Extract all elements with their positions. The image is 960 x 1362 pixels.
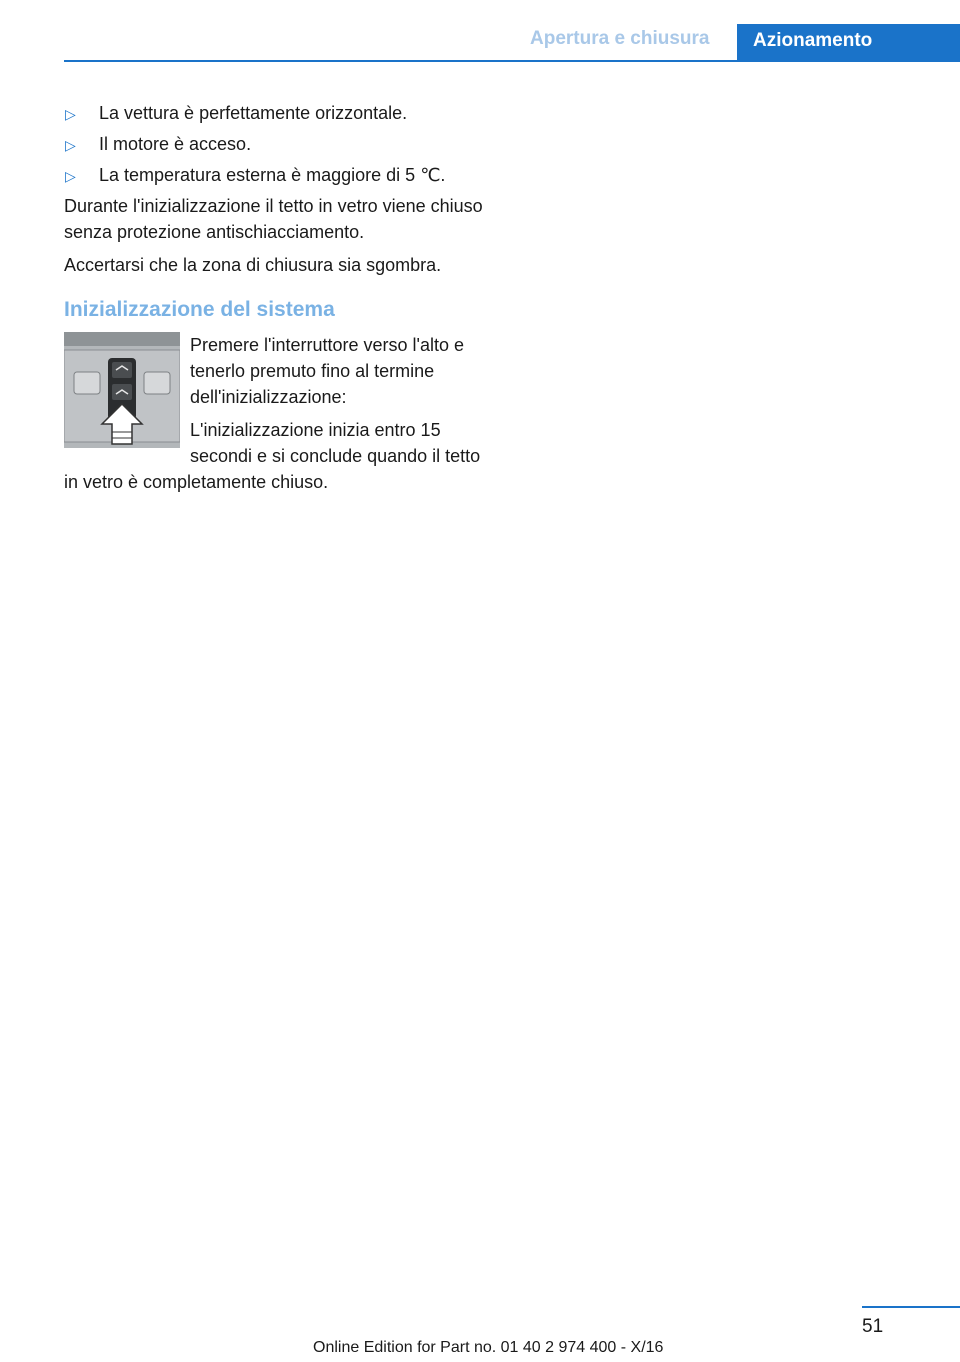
roof-switch-illustration [64, 332, 180, 448]
footer-rule [862, 1306, 960, 1308]
page-content [64, 100, 484, 502]
triangle-bullet-icon: ▷ [65, 137, 76, 153]
bullet-text: La vettura è perfettamente orizzontale. [99, 103, 408, 123]
section-heading: Inizializzazione del sistema [64, 298, 335, 321]
paragraph: Durante l'inizializzazione il tetto in vetro viene chiuso senza protezione antischiacciamento. [64, 196, 483, 242]
bullet-text: La temperatura esterna è maggiore di 5 ℃. [99, 165, 446, 185]
instruction-text: L'inizializzazione inizia entro 15 secondi e si conclude quando il tetto in vetro è completamente chiuso. [64, 420, 481, 492]
triangle-bullet-icon: ▷ [65, 168, 76, 184]
instruction-text: Premere l'interruttore verso l'alto e tenerlo premuto fino al termine dell'inizializzazione: [190, 335, 464, 407]
bullet-item [64, 100, 484, 126]
page-number: 51 [862, 1316, 884, 1337]
paragraph: Accertarsi che la zona di chiusura sia sgombra. [64, 255, 442, 275]
bullet-item [64, 131, 484, 157]
bullet-item [64, 162, 484, 188]
header-section-tab: Apertura e chiusura [530, 28, 710, 49]
header-rule [64, 60, 960, 62]
header-chapter-tab: Azionamento [737, 24, 960, 62]
footer-edition: Online Edition for Part no. 01 40 2 974 400 - X/16 [313, 1339, 664, 1356]
triangle-bullet-icon: ▷ [65, 106, 76, 122]
bullet-text: Il motore è acceso. [99, 134, 252, 154]
